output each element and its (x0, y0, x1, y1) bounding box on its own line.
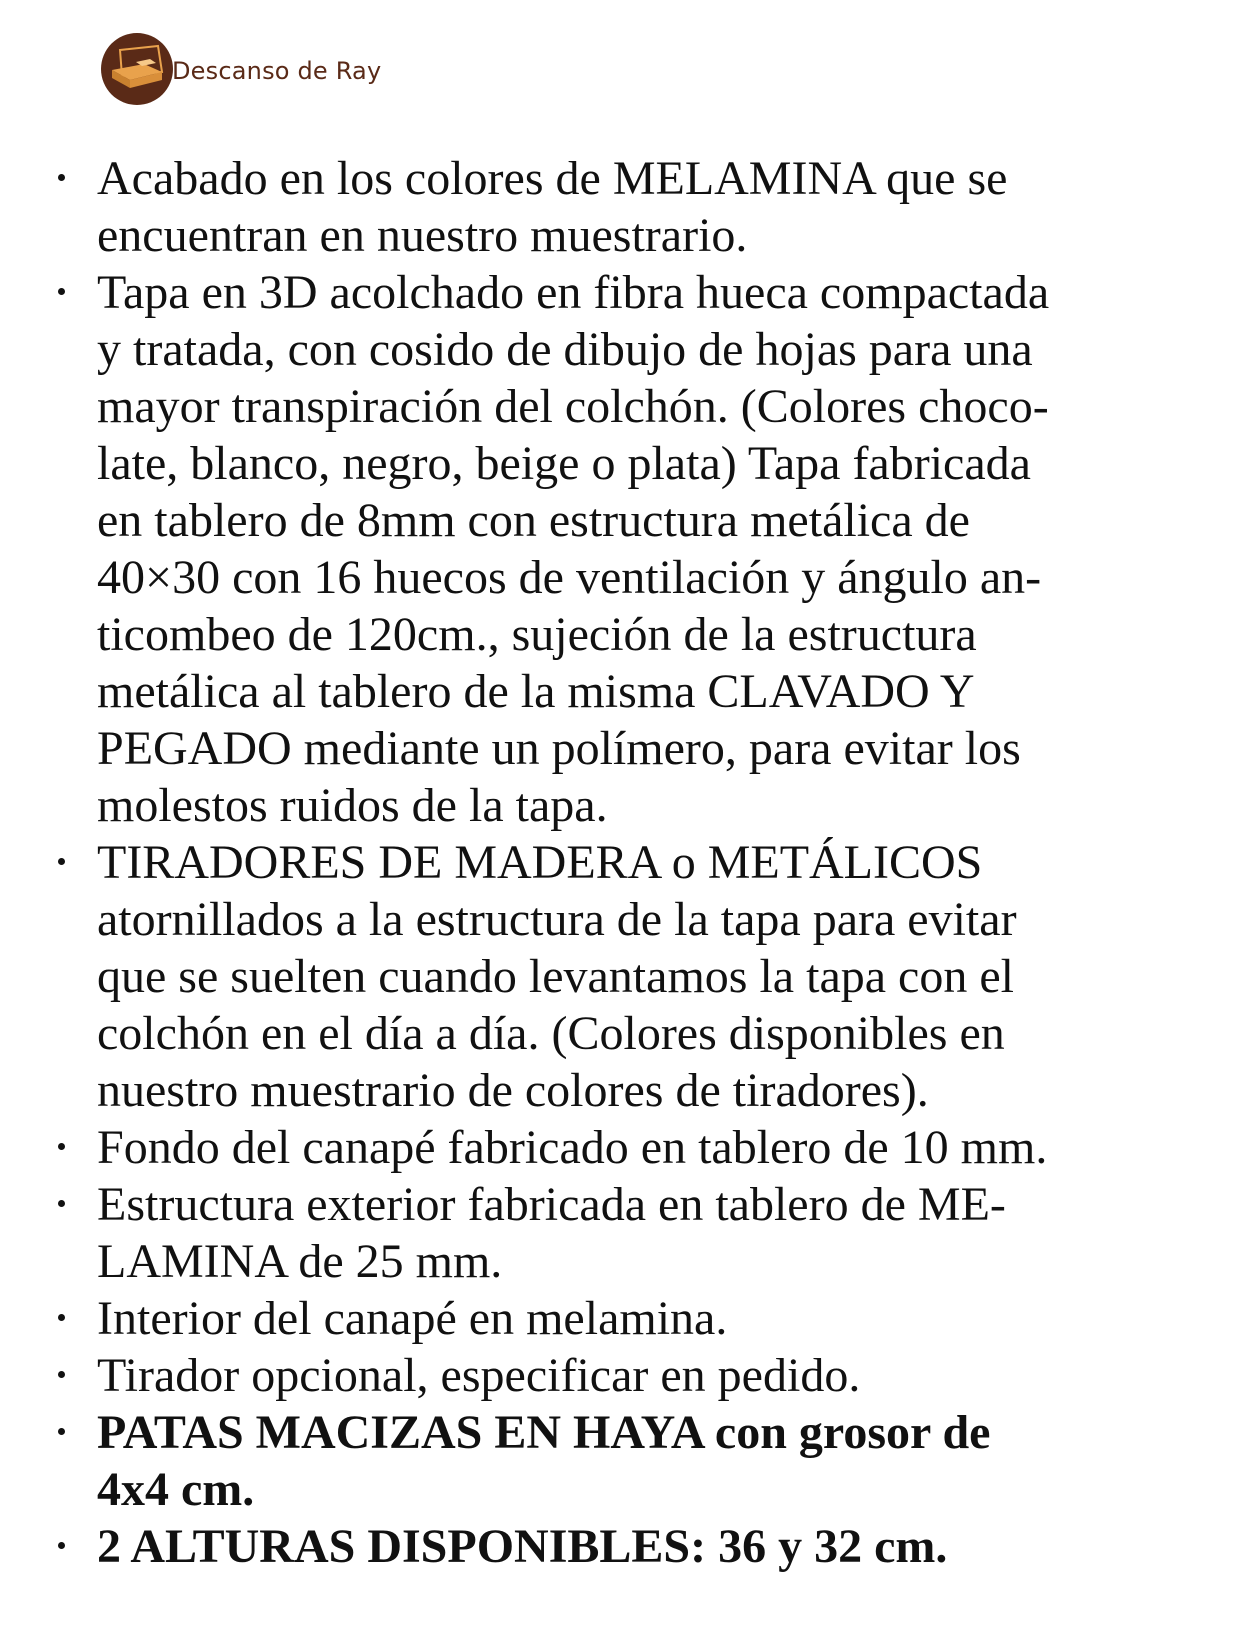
spec-line: colchón en el día a día. (Colores disponibles en (97, 1007, 1005, 1060)
spec-line: TIRADORES DE MADERA o METÁLICOS (97, 836, 983, 889)
spec-line: en tablero de 8mm con estructura metálica de (97, 494, 970, 547)
spec-line: 4x4 cm. (97, 1463, 255, 1516)
spec-line: Estructura exterior fabricada en tablero de ME- (97, 1178, 1006, 1231)
bullet-icon (58, 174, 65, 181)
bullet-icon (58, 1200, 65, 1207)
spec-line: y tratada, con cosido de dibujo de hojas para una (97, 323, 1033, 376)
bullet-icon (58, 1371, 65, 1378)
bullet-icon (58, 1428, 65, 1435)
spec-line: Interior del canapé en melamina. (97, 1292, 728, 1345)
spec-line: PEGADO mediante un polímero, para evitar los (97, 722, 1021, 775)
bullet-icon (58, 1542, 65, 1549)
spec-list-item (0, 1404, 1240, 1518)
spec-list (0, 150, 1240, 1575)
bullet-icon (58, 288, 65, 295)
spec-list-item (0, 1518, 1240, 1575)
bullet-icon (58, 1143, 65, 1150)
spec-list-item (0, 1347, 1240, 1404)
spec-line: atornillados a la estructura de la tapa para evitar (97, 893, 1017, 946)
bullet-icon (58, 1314, 65, 1321)
spec-line: 2 ALTURAS DISPONIBLES: 36 y 32 cm. (97, 1520, 948, 1573)
spec-list-item (0, 150, 1240, 264)
spec-line: Tapa en 3D acolchado en fibra hueca compactada (97, 266, 1050, 319)
brand-logo (100, 33, 381, 105)
spec-line: PATAS MACIZAS EN HAYA con grosor de (97, 1406, 991, 1459)
bullet-icon (58, 858, 65, 865)
spec-line: molestos ruidos de la tapa. (97, 779, 608, 832)
spec-line: nuestro muestrario de colores de tiradores). (97, 1064, 929, 1117)
spec-line: metálica al tablero de la misma CLAVADO Y (97, 665, 975, 718)
spec-line: mayor transpiración del colchón. (Colores choco- (97, 380, 1049, 433)
spec-list-item (0, 1176, 1240, 1290)
spec-line: encuentran en nuestro muestrario. (97, 209, 748, 262)
spec-line: LAMINA de 25 mm. (97, 1235, 503, 1288)
spec-line: Acabado en los colores de MELAMINA que se (97, 152, 1008, 205)
bed-logo-icon (100, 32, 174, 106)
spec-line: 40×30 con 16 huecos de ventilación y ángulo an- (97, 551, 1042, 604)
spec-list-item (0, 834, 1240, 1119)
spec-line: que se suelten cuando levantamos la tapa con el (97, 950, 1014, 1003)
spec-line: Fondo del canapé fabricado en tablero de 10 mm. (97, 1121, 1048, 1174)
spec-list-item (0, 264, 1240, 834)
brand-name: Descanso de Ray (172, 57, 382, 85)
spec-list-item (0, 1290, 1240, 1347)
spec-list-item (0, 1119, 1240, 1176)
spec-line: late, blanco, negro, beige o plata) Tapa fabricada (97, 437, 1031, 490)
spec-line: ticombeo de 120cm., sujeción de la estructura (97, 608, 977, 661)
spec-line: Tirador opcional, especificar en pedido. (97, 1349, 861, 1402)
